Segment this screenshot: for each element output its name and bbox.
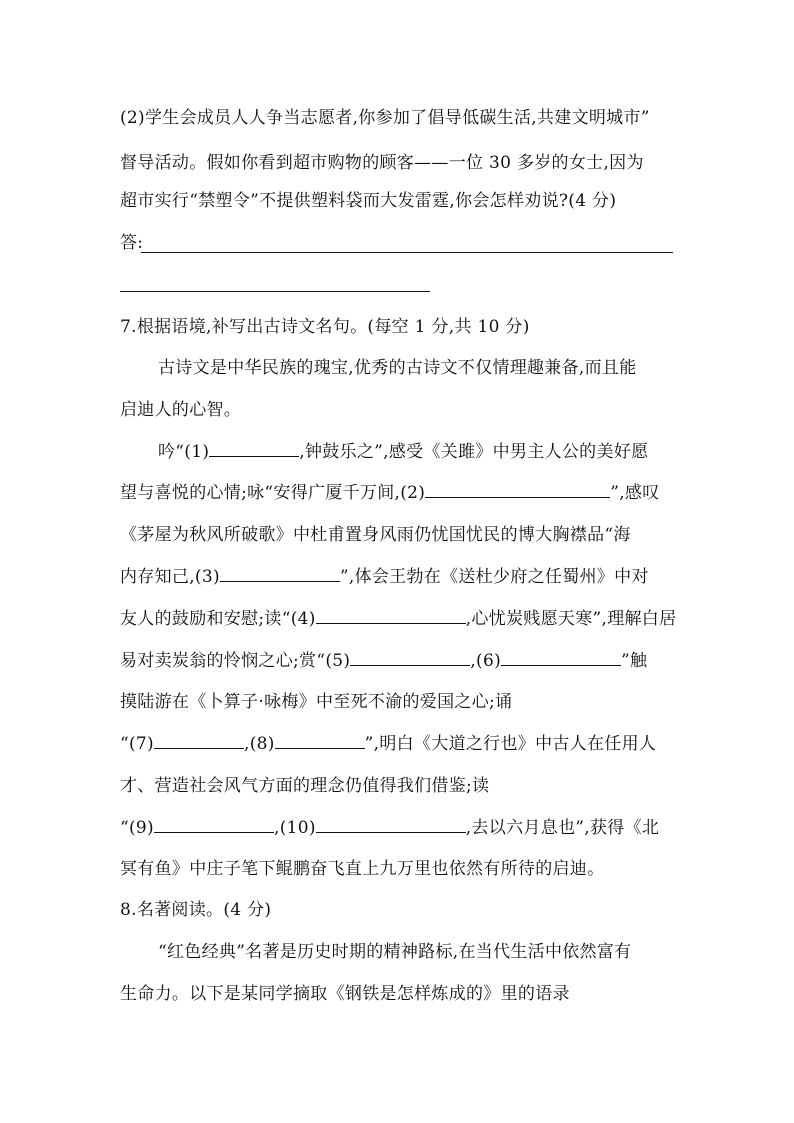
q7-heading: 7.根据语境,补写出古诗文名句。(每空 1 分,共 10 分) — [120, 317, 530, 337]
blank-6[interactable] — [501, 649, 621, 666]
q7-line6-suffix: ”触 — [621, 651, 648, 671]
q7-line5 — [120, 607, 676, 631]
q7-line6-mid: ,(6) — [470, 651, 501, 671]
q6-part2-line3: 超市实行“禁塑令”不提供塑料袋而大发雷霆,你会怎样劝说?(4 分) — [120, 191, 617, 211]
q7-line8-mid: ,(8) — [243, 734, 275, 754]
q7-line3: 《茅屋为秋风所破歌》中杜甫置身风雨仍忧国忧民的博大胸襟品“海 — [120, 525, 631, 545]
q7-line9: 才、营造社会风气方面的理念仍值得我们借鉴;读 — [120, 776, 490, 796]
q7-line11: 冥有鱼》中庄子笔下鲲鹏奋飞直上九万里也依然有所待的启迪。 — [120, 859, 605, 879]
blank-9[interactable] — [154, 816, 274, 833]
blank-1[interactable] — [209, 440, 299, 457]
q7-line10 — [120, 816, 659, 840]
blank-10[interactable] — [316, 816, 466, 833]
blank-8[interactable] — [275, 732, 365, 749]
q7-line10-suffix: ,去以六月息也”,获得《北 — [465, 818, 660, 838]
q7-line1 — [158, 440, 648, 464]
q7-line4-suffix: ”,体会王勃在《送杜少府之任蜀州》中对 — [339, 567, 649, 587]
q7-line8-prefix: “(7) — [120, 734, 154, 754]
q8-text-line2: 生命力。以下是某同学摘取《钢铁是怎样炼成的》里的语录 — [120, 984, 570, 1004]
q7-line8-suffix: ”,明白《大道之行也》中古人在任用人 — [364, 734, 657, 754]
blank-4[interactable] — [316, 607, 466, 624]
q7-line1-suffix: ,钟鼓乐之”,感受《关雎》中男主人公的美好愿 — [299, 442, 649, 462]
q7-line8 — [120, 732, 656, 756]
q7-line4 — [120, 565, 649, 589]
blank-3[interactable] — [220, 565, 340, 582]
q7-line5-prefix: 友人的鼓励和安慰;读“(4) — [120, 609, 316, 629]
q6-part2-line2: 督导活动。假如你看到超市购物的顾客——一位 30 多岁的女士,因为 — [120, 153, 644, 173]
q7-line7: 摸陆游在《卜算子·咏梅》中至死不渝的爱国之心;诵 — [120, 692, 513, 712]
q7-line2-prefix: 望与喜悦的心情;咏“安得广厦千万间,(2) — [120, 483, 426, 503]
q8-text-line1: “红色经典”名著是历史时期的精神路标,在当代生活中依然富有 — [158, 942, 632, 962]
q7-line5-suffix: ,心忧炭贱愿天寒”,理解白居 — [465, 609, 677, 629]
q7-line2-suffix: ”,感叹 — [610, 483, 660, 503]
q7-intro-line1: 古诗文是中华民族的瑰宝,优秀的古诗文不仅情理趣兼备,而且能 — [158, 358, 637, 378]
blank-7[interactable] — [154, 732, 244, 749]
q7-line6-prefix: 易对卖炭翁的怜悯之心;赏“(5) — [120, 651, 351, 671]
blank-2[interactable] — [425, 481, 610, 498]
q7-line2 — [120, 481, 660, 505]
q7-line10-prefix: “(9) — [120, 818, 154, 838]
q8-heading: 8.名著阅读。(4 分) — [120, 900, 272, 920]
answer-label: 答: — [120, 233, 144, 253]
q6-part2-line1: (2)学生会成员人人争当志愿者,你参加了倡导低碳生活,共建文明城市” — [120, 108, 650, 128]
answer-line-1[interactable] — [141, 252, 673, 253]
q7-line1-prefix: 吟“(1) — [158, 442, 210, 462]
q7-line6 — [120, 649, 647, 673]
q7-intro-line2: 启迪人的心智。 — [120, 400, 242, 420]
blank-5[interactable] — [350, 649, 470, 666]
q7-line10-mid: ,(10) — [273, 818, 316, 838]
answer-line-2[interactable] — [120, 291, 430, 292]
q7-line4-prefix: 内存知己,(3) — [120, 567, 220, 587]
